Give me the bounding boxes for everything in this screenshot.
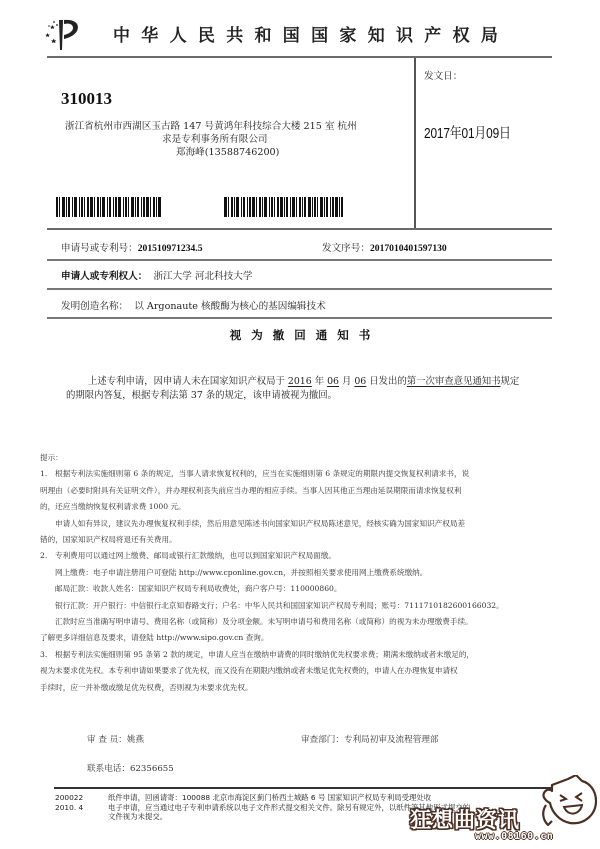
tip-3-number: 3.: [40, 649, 48, 659]
tip-2-remit-note: 汇款时应当准确写明申请号、费用名称（或简称）及分项金额。未写明申请号和费用名称（或简称）的视为未办理缴费手续。: [55, 617, 473, 627]
application-number-label: 申请号或专利号：: [61, 243, 138, 254]
issue-date: 2017年01月09日: [424, 126, 511, 142]
application-number-field: [61, 240, 203, 254]
form-date: 2010. 4: [55, 802, 84, 812]
tip-1-text: 根据专利法实施细则第 6 条的规定，当事人请求恢复权利的，应当在实施细则第 6 条规定的期限内提交恢复权利请求书，说: [55, 469, 470, 479]
notice-body-prefix: 上述专利申请，因申请人未在国家知识产权局于: [88, 376, 288, 387]
department-name: 专利局初审及流程管理部: [343, 735, 439, 745]
info-rule-4: [47, 317, 552, 319]
tip-1-objection-line2: 错的，国家知识产权局将退还有关费用。: [40, 535, 177, 545]
notice-title: 视为撤回通知书: [229, 328, 381, 342]
footer-line-2: 电子申请，应当通过电子专利申请系统以电子文件形式提交相关文件。除另有规定外，以纸件等其他形式提交的: [108, 802, 471, 812]
tip-2-bank-payment: 银行汇款：开户银行：中信银行北京知春路支行；户名：中华人民共和国国家知识产权局专利局；账号：7111710182600166032。: [55, 600, 504, 610]
notice-month: 06: [327, 376, 339, 387]
notice-day: 06: [354, 376, 367, 387]
tip-2-more-info: 了解更多详细信息及要求，请登陆 http://www.sipo.gov.cn 查询。: [40, 633, 269, 643]
tip-2-text: 专利费用可以通过网上缴费、邮局或银行汇款缴纳，也可以到国家知识产权局面缴。: [55, 551, 336, 561]
examiner-label: 审 查 员：: [87, 735, 127, 745]
barcode-1: [56, 197, 192, 217]
notice-day-suffix: 日发出的: [366, 376, 407, 387]
footer-line-1: 纸件申请，回函请寄：100088 北京市海淀区蓟门桥西土城路 6 号 国家知识产权局专利局受理处收: [108, 793, 432, 802]
department-label: 审查部门：: [301, 735, 344, 745]
info-rule-2: [47, 259, 552, 261]
phone-number: 62356655: [129, 764, 174, 774]
tip-1-number: 1.: [40, 469, 48, 479]
watermark-url: www.08160.cn: [475, 831, 554, 842]
footer-form-code: [55, 793, 83, 812]
footer-rule: [54, 787, 552, 789]
footer-line-3: 文件视为未提交。: [108, 812, 168, 821]
notice-body: [66, 375, 534, 403]
phone-label: 联系电话：: [87, 764, 130, 774]
invention-label: 发明创造名称：: [61, 301, 129, 312]
info-rule-3: [47, 288, 552, 290]
postcode: 310013: [61, 89, 112, 108]
doc-serial-label: 发文序号：: [322, 243, 370, 254]
department-field: [301, 733, 439, 745]
tip-2-number: 2.: [40, 551, 48, 561]
tip-1-objection: 申请人如有异议，建议先办理恢复权利手续，然后用意见陈述书向国家知识产权局陈述意见，经核实确为国家知识产权局差: [55, 518, 466, 528]
issue-date-label: 发文日：: [424, 71, 463, 82]
agency-title: 中华人民共和国国家知识产权局: [113, 26, 510, 46]
tips-heading: 提示：: [40, 453, 63, 462]
barcode-2: [224, 197, 388, 217]
address-line-1: 浙江省杭州市西湖区玉古路 147 号黄鸿年科技综合大楼 215 室 杭州: [65, 121, 357, 132]
form-code: 200022: [55, 793, 84, 802]
invention-field: [61, 298, 326, 312]
tip-1-line2: 明理由（必要时附具有关证明文件），并办理权利丧失前应当办理的相应手续。当事人因其他正当理由延误期限而请求恢复权利: [40, 485, 462, 495]
applicant-value: 浙江大学 河北科技大学: [153, 271, 253, 282]
tips-section: [40, 450, 560, 696]
doc-serial-field: [322, 240, 447, 254]
address-line-2: 求是专利事务所有限公司: [162, 134, 268, 145]
header-rule: [47, 56, 552, 58]
notice-year: 2016: [287, 376, 312, 387]
tip-1-line3: 的，还应当缴纳恢复权利请求费 1000 元。: [40, 502, 186, 512]
phone-field: [87, 762, 174, 774]
applicant-field: [61, 268, 252, 282]
tip-3-text: 根据专利法实施细则第 95 条第 2 款的规定，申请人应当在缴纳申请费的同时缴纳优先权要求费；期满未缴纳或者未缴足的，: [55, 649, 475, 659]
watermark-text: 狂想曲资讯: [410, 808, 520, 832]
examiner-name: 姚燕: [126, 735, 145, 745]
header-divider: [414, 58, 416, 229]
doc-serial: 2017010401597130: [369, 243, 447, 254]
cnipa-logo-icon: [42, 17, 82, 51]
applicant-label: 申请人或专利权人：: [61, 271, 148, 282]
tip-3-line3: 手续时，应一并补缴或缴足优先权费，否则视为未要求优先权。: [40, 682, 253, 692]
addressee-contact: 郑海峰(13588746200): [176, 147, 280, 158]
notice-body-line2: 的期限内答复，根据专利法第 37 条的规定，该申请被视为撤回。: [66, 390, 338, 401]
cartoon-cat-icon: [538, 775, 600, 837]
notice-line1-end: 规定: [500, 376, 520, 387]
info-rule-1: [47, 228, 552, 230]
notice-month-suffix: 月: [339, 376, 355, 387]
notice-reference: 第一次审查意见通知书: [406, 376, 501, 387]
tip-2-online-payment: 网上缴费：电子申请注册用户可登陆 http://www.cponline.gov.cn，并按照相关要求使用网上缴费系统缴纳。: [55, 567, 428, 577]
invention-title: 以 Argonaute 核酸酶为核心的基因编辑技术: [134, 301, 326, 312]
tip-2-post-payment: 邮局汇款：收款人姓名：国家知识产权局专利局收费处，商户客户号：110000860。: [55, 584, 342, 594]
tip-3-line2: 视为未要求优先权。本专利申请如果要求了优先权，而又没有在期限内缴纳或者未缴足优先权费的，申请人在办理恢复申请权: [40, 666, 458, 676]
examiner-field: [87, 733, 144, 745]
notice-year-suffix: 年: [311, 376, 328, 387]
application-number: 201510971234.5: [137, 243, 203, 254]
